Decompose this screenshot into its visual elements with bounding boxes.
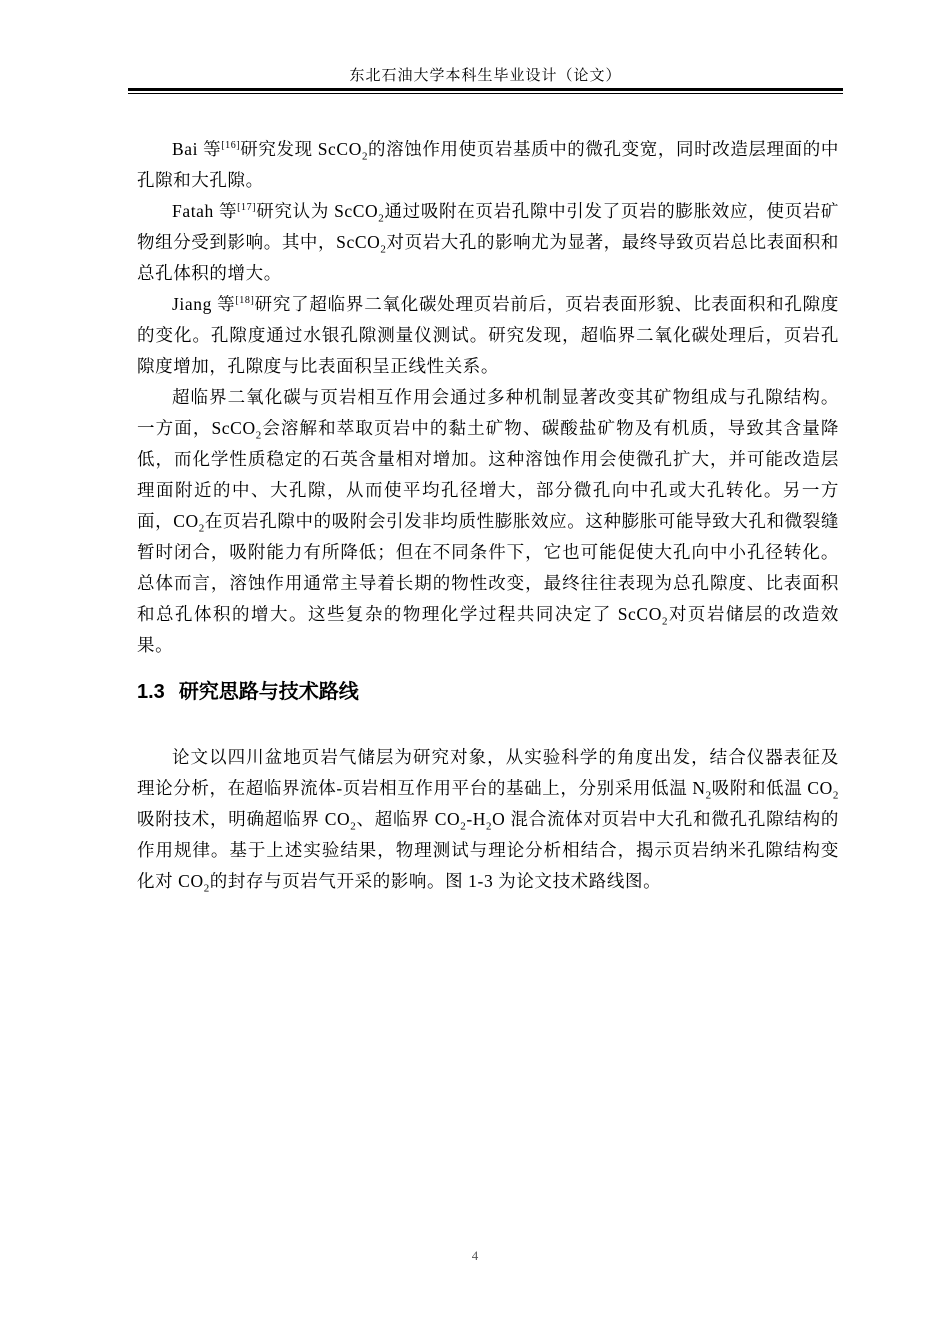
paragraph-text: 超临界二氧化碳与页岩相互作用会通过多种机制显著改变其矿物组成与孔隙结构。一方面，ScCO — [137, 387, 839, 438]
citation-author: Bai 等 — [172, 139, 222, 159]
paragraph-bai — [137, 134, 839, 196]
subscript: 2 — [203, 882, 210, 895]
section-number: 1.3 — [137, 681, 165, 703]
section-heading — [137, 677, 359, 707]
page-number: 4 — [471, 1248, 479, 1263]
subscript: 2 — [486, 820, 493, 833]
paragraph-text: 研究认为 ScCO — [256, 201, 379, 221]
subscript: 2 — [361, 150, 369, 163]
citation-ref: [16] — [221, 140, 241, 152]
section-body-text — [137, 742, 839, 897]
paragraph-text: O 混合流体对页岩中大孔和微孔孔隙结构的作用规律。基于上述实验结果，物理测试与理论分析相结合，揭示页岩纳米孔隙结构变化对 CO — [137, 809, 839, 891]
paragraph-jiang — [137, 289, 839, 382]
paragraph-text: 、超临界 CO — [356, 809, 461, 829]
subscript: 2 — [350, 820, 357, 833]
subscript: 2 — [198, 522, 205, 535]
paragraph-text: 对页岩大孔的影响尤为显著，最终导致页岩总比表面积和总孔体积的增大。 — [137, 232, 840, 283]
subscript: 2 — [378, 212, 385, 225]
paragraph-text: 会溶解和萃取页岩中的黏土矿物、碳酸盐矿物及有机质，导致其含量降低，而化学性质稳定的石英含量相对增加。这种溶蚀作用会使微孔扩大，并可能改造层理面附近的中、大孔隙，从而使平均孔径增大，部分微孔向中孔或大孔转化。另一方面，CO — [137, 418, 839, 531]
citation-author: Fatah 等 — [172, 201, 238, 221]
citation-ref: [18] — [235, 295, 255, 307]
subscript: 2 — [460, 820, 467, 833]
paragraph-text: 通过吸附在页岩孔隙中引发了页岩的膨胀效应，使页岩矿物组分受到影响。其中，ScCO — [137, 201, 839, 252]
paragraph-text: -H — [466, 809, 486, 829]
paragraph-text: 吸附和低温 CO — [711, 778, 833, 798]
paragraph-text: 研究了超临界二氧化碳处理页岩前后，页岩表面形貌、比表面积和孔隙度的变化。孔隙度通过水银孔隙测量仪测试。研究发现，超临界二氧化碳处理后，页岩孔隙度增加，孔隙度与比表面积呈正线性关系。 — [137, 294, 840, 376]
paragraph-text: 的封存与页岩气开采的影响。图 1-3 为论文技术路线图。 — [209, 871, 662, 891]
paragraph-text: 研究发现 ScCO — [240, 139, 362, 159]
citation-author: Jiang 等 — [172, 294, 236, 314]
subscript: 2 — [832, 789, 839, 802]
subscript: 2 — [380, 243, 387, 256]
citation-ref: [17] — [237, 202, 257, 214]
paragraph-text: 论文以四川盆地页岩气储层为研究对象，从实验科学的角度出发，结合仪器表征及理论分析，在超临界流体-页岩相互作用平台的基础上，分别采用低温 N — [137, 747, 839, 798]
paragraph-text: 的溶蚀作用使页岩基质中的微孔变宽，同时改造层理面的中孔隙和大孔隙。 — [137, 139, 839, 190]
paragraph-fatah — [137, 196, 839, 289]
paragraph-text: 在页岩孔隙中的吸附会引发非均质性膨胀效应。这种膨胀可能导致大孔和微裂缝暂时闭合，吸附能力有所降低；但在不同条件下，它也可能促使大孔向中小孔径转化。总体而言，溶蚀作用通常主导着长期的物性改变，最终往往表现为总孔隙度、比表面积和总孔体积的增大。这些复杂的物理化学过程共同决定了 ScCO — [137, 511, 839, 624]
paragraph-text: 吸附技术，明确超临界 CO — [137, 809, 351, 829]
paragraph-text: 对页岩储层的改造效果。 — [137, 604, 839, 655]
section-title: 研究思路与技术路线 — [178, 681, 359, 703]
header-rule-thick — [128, 88, 843, 91]
paragraph-mechanism — [137, 382, 839, 661]
paragraph-research-approach — [137, 742, 839, 897]
header-rule-thin — [128, 93, 843, 94]
subscript: 2 — [661, 615, 669, 628]
page-header: 东北石油大学本科生毕业设计（论文） — [349, 68, 622, 84]
body-text — [137, 134, 839, 661]
subscript: 2 — [705, 789, 712, 802]
subscript: 2 — [255, 429, 262, 442]
